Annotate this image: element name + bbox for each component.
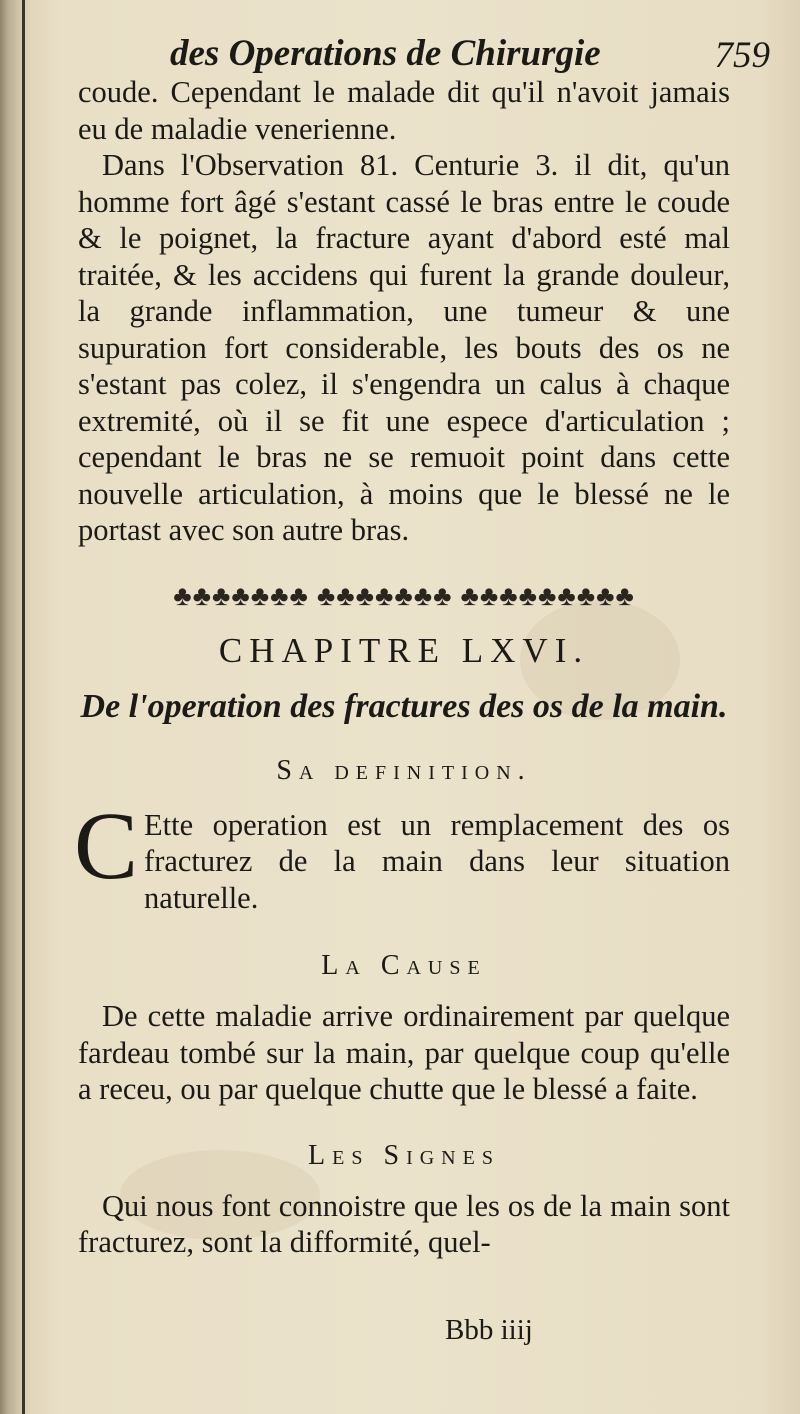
paragraph-continuation: coude. Cependant le malade dit qu'il n'avoit jamais eu de maladie venerienne.: [78, 75, 730, 146]
signature-mark: Bbb iiij: [445, 1314, 533, 1346]
paragraph-cause: De cette maladie arrive ordinairement par quelque fardeau tombé sur la main, par quelque coup qu'elle a receu, ou par quelque chutte que le blessé a faite.: [78, 999, 730, 1106]
paragraph-signs: Qui nous font connoistre que les os de la main sont fracturez, sont la difformité, quel-: [78, 1188, 730, 1259]
running-title: des Operations de Chirurgie: [170, 33, 601, 74]
drop-cap: C: [74, 791, 139, 899]
chapter-subtitle: De l'operation des fractures des os de la main.: [80, 687, 728, 725]
section-heading-definition: Sa definition.: [276, 754, 532, 786]
page-number: 759: [714, 35, 770, 76]
paragraph-definition: [74, 791, 730, 917]
paragraph-observation: Dans l'Observation 81. Centurie 3. il dit, qu'un homme fort âgé s'estant cassé le bras entre le coude & le poignet, la fracture ayant d'abord esté mal traitée, & les accidens qui furent la grande douleur, la grande inflammation, une tumeur & une supuration fort considerable, les bouts des os ne s'estant pas colez, il s'engendra un calus à chaque extremité, où il se fit une espece d'articulation ; cependant le bras ne se remuoit point dans cette nouvelle articulation, à moins que le blessé ne le portast avec son autre bras.: [78, 148, 730, 547]
definition-text: Ette operation est un remplacement des os fracturez de la main dans leur situation naturelle.: [144, 807, 730, 915]
binding-edge: [22, 0, 25, 1414]
section-heading-signs: Les Signes: [308, 1139, 500, 1171]
section-heading-cause: La Cause: [321, 950, 487, 981]
text-body: [74, 74, 730, 1261]
page-binding: [0, 0, 30, 1414]
chapter-title: CHAPITRE LXVI.: [218, 630, 590, 670]
ornamental-rule: ♣♣♣♣♣♣♣ ♣♣♣♣♣♣♣ ♣♣♣♣♣♣♣♣♣: [173, 580, 635, 612]
